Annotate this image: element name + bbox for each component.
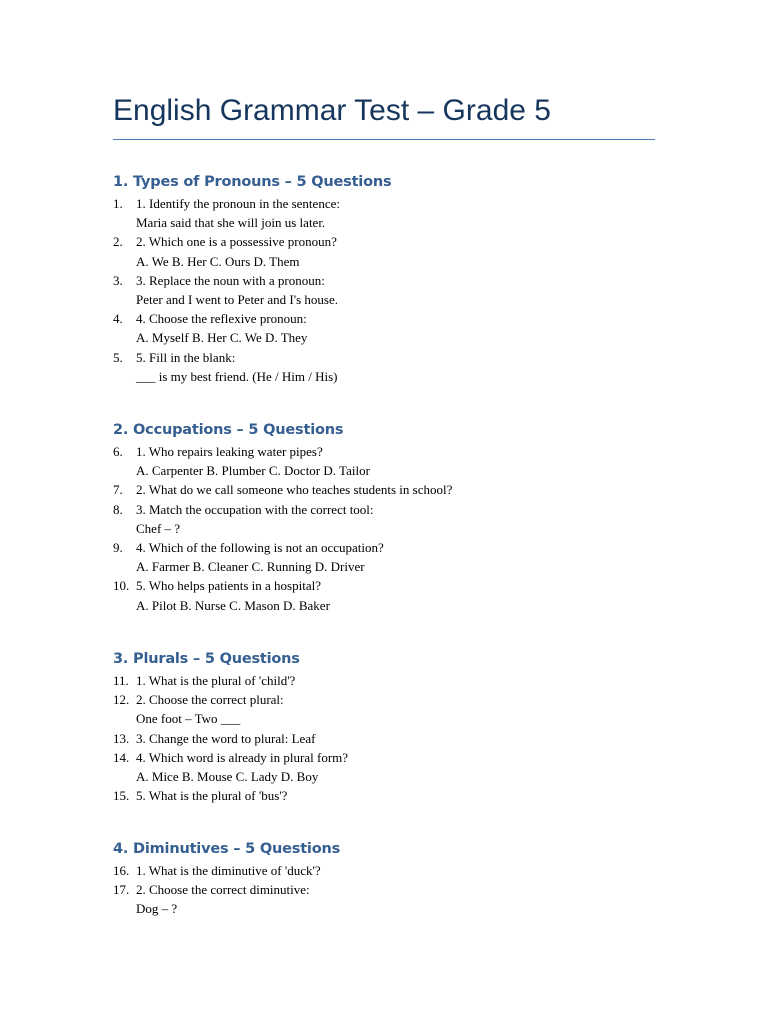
question-text: 1. What is the diminutive of 'duck'? xyxy=(136,863,321,878)
question-item xyxy=(0,500,768,538)
question-text: 2. What do we call someone who teaches students in school? xyxy=(136,482,453,498)
question-number: 6. xyxy=(113,444,123,459)
question-text: 5. Fill in the blank: xyxy=(136,349,236,365)
question-options: A. We B. Her C. Ours D. Them xyxy=(136,253,300,269)
document-title: English Grammar Test – Grade 5 xyxy=(113,94,551,127)
question-list xyxy=(0,861,768,919)
question-number: 10. xyxy=(113,578,130,594)
question-list xyxy=(0,671,768,805)
question-item xyxy=(0,576,768,614)
question-detail: Dog – ? xyxy=(136,901,178,917)
question-item xyxy=(0,671,768,690)
section-heading: 4. Diminutives – 5 Questions xyxy=(113,841,341,857)
question-options: A. Myself B. Her C. We D. They xyxy=(136,330,308,346)
question-text: 4. Which of the following is not an occupation? xyxy=(136,539,384,555)
question-item xyxy=(0,480,768,499)
question-detail: Chef – ? xyxy=(136,520,181,536)
question-text: 2. Choose the correct diminutive: xyxy=(136,882,310,898)
question-list xyxy=(0,194,768,386)
question-text: 1. What is the plural of 'child'? xyxy=(136,673,296,688)
question-detail: Peter and I went to Peter and I's house. xyxy=(136,291,338,307)
question-item xyxy=(0,538,768,576)
question-text: 1. Who repairs leaking water pipes? xyxy=(136,444,323,459)
question-item xyxy=(0,271,768,309)
question-number: 2. xyxy=(113,234,123,250)
question-options: A. Farmer B. Cleaner C. Running D. Driver xyxy=(136,559,365,575)
question-detail: Maria said that she will join us later. xyxy=(136,215,326,231)
question-number: 9. xyxy=(113,539,123,555)
question-text: 5. Who helps patients in a hospital? xyxy=(136,578,321,594)
question-text: 1. Identify the pronoun in the sentence: xyxy=(136,196,340,211)
question-number: 8. xyxy=(113,501,123,517)
question-text: 2. Choose the correct plural: xyxy=(136,692,284,708)
question-text: 3. Change the word to plural: Leaf xyxy=(136,730,316,746)
question-number: 13. xyxy=(113,730,130,746)
question-item xyxy=(0,861,768,880)
question-options: A. Pilot B. Nurse C. Mason D. Baker xyxy=(136,597,330,613)
question-number: 7. xyxy=(113,482,123,498)
question-number: 17. xyxy=(113,882,130,898)
question-item xyxy=(0,442,768,480)
question-item xyxy=(0,348,768,386)
question-number: 5. xyxy=(113,349,123,365)
question-number: 16. xyxy=(113,863,130,878)
question-item xyxy=(0,786,768,805)
question-number: 14. xyxy=(113,749,130,765)
question-number: 15. xyxy=(113,788,130,804)
question-number: 1. xyxy=(113,196,123,211)
question-list xyxy=(0,442,768,615)
question-number: 4. xyxy=(113,311,123,327)
question-detail: ___ is my best friend. (He / Him / His) xyxy=(136,368,338,384)
question-text: 3. Replace the noun with a pronoun: xyxy=(136,272,325,288)
question-item xyxy=(0,194,768,232)
question-item xyxy=(0,690,768,728)
section-heading: 3. Plurals – 5 Questions xyxy=(113,651,300,667)
section-heading: 1. Types of Pronouns – 5 Questions xyxy=(113,174,392,190)
question-options: A. Carpenter B. Plumber C. Doctor D. Tailor xyxy=(136,463,370,479)
question-text: 2. Which one is a possessive pronoun? xyxy=(136,234,337,250)
question-item xyxy=(0,232,768,270)
title-divider xyxy=(113,139,655,140)
question-text: 4. Which word is already in plural form? xyxy=(136,749,349,765)
question-options: A. Mice B. Mouse C. Lady D. Boy xyxy=(136,768,319,784)
question-text: 3. Match the occupation with the correct tool: xyxy=(136,501,374,517)
question-detail: One foot – Two ___ xyxy=(136,711,241,727)
question-item xyxy=(0,309,768,347)
section-heading: 2. Occupations – 5 Questions xyxy=(113,422,344,438)
question-number: 11. xyxy=(113,673,129,688)
question-number: 12. xyxy=(113,692,130,708)
question-text: 4. Choose the reflexive pronoun: xyxy=(136,311,307,327)
question-item xyxy=(0,729,768,748)
question-item xyxy=(0,880,768,918)
question-item xyxy=(0,748,768,786)
question-number: 3. xyxy=(113,272,123,288)
question-text: 5. What is the plural of 'bus'? xyxy=(136,788,288,804)
